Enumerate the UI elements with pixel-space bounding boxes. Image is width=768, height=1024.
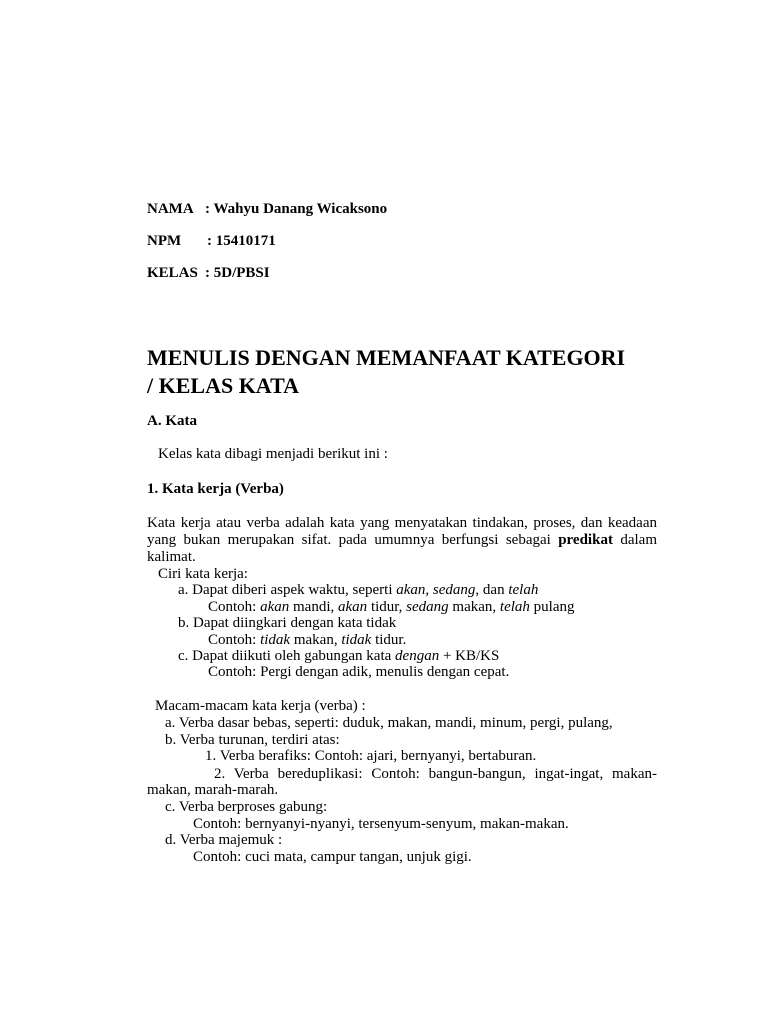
- ciri-c-text: c. Dapat diikuti oleh gabungan kata: [178, 648, 396, 664]
- ciri-c-end: + KB/KS: [439, 648, 500, 664]
- macam-item-b: b. Verba turunan, terdiri atas:: [165, 732, 340, 748]
- ciri-c-contoh: Contoh: Pergi dengan adik, menulis dengan cepat.: [208, 664, 510, 680]
- document-title-line1: MENULIS DENGAN MEMANFAAT KATEGORI: [147, 345, 626, 370]
- npm-value: : 15410171: [207, 233, 276, 249]
- contoh-text: pulang: [529, 599, 575, 615]
- contoh-italic: tidak: [341, 632, 372, 648]
- ciri-a-contoh: [208, 599, 574, 616]
- ciri-a-italic-1: akan, sedang: [396, 582, 476, 598]
- contoh-text: tidur.: [371, 632, 407, 648]
- macam-item-c-contoh: Contoh: bernyanyi-nyanyi, tersenyum-senyum, makan-makan.: [193, 816, 569, 832]
- contoh-text: tidur,: [367, 599, 407, 615]
- contoh-text: mandi,: [289, 599, 339, 615]
- ciri-c: [178, 648, 499, 665]
- contoh-label: Contoh:: [208, 599, 261, 615]
- contoh-italic: sedang: [406, 599, 449, 615]
- ciri-b: b. Dapat diingkari dengan kata tidak: [178, 615, 397, 631]
- contoh-text: makan,: [448, 599, 500, 615]
- ciri-a-text: a. Dapat diberi aspek waktu, seperti: [178, 582, 397, 598]
- macam-item-b2-line2: makan, marah-marah.: [147, 782, 279, 798]
- contoh-text: makan,: [290, 632, 342, 648]
- predikat-term: predikat: [558, 532, 613, 548]
- kata-kerja-heading: 1. Kata kerja (Verba): [147, 481, 284, 497]
- nama-label: NAMA: [147, 201, 194, 217]
- paragraph-line-2-text: yang bukan merupakan sifat. pada umumnya berfungsi sebagai: [147, 532, 559, 548]
- contoh-italic: telah: [499, 599, 530, 615]
- paragraph-line-3: kalimat.: [147, 549, 196, 565]
- ciri-a-italic-2: telah: [508, 582, 539, 598]
- macam-item-a: a. Verba dasar bebas, seperti: duduk, makan, mandi, minum, pergi, pulang,: [165, 715, 613, 731]
- nama-value: : Wahyu Danang Wicaksono: [205, 201, 388, 217]
- ciri-heading: Ciri kata kerja:: [158, 566, 248, 582]
- macam-item-c: c. Verba berproses gabung:: [165, 799, 328, 815]
- section-a-heading: A. Kata: [147, 413, 197, 429]
- paragraph-line-1: Kata kerja atau verba adalah kata yang menyatakan tindakan, proses, dan keadaan: [147, 515, 657, 531]
- contoh-italic: akan: [260, 599, 290, 615]
- ciri-a: [178, 582, 538, 599]
- npm-label: NPM: [147, 233, 182, 249]
- ciri-a-mid: , dan: [475, 582, 509, 598]
- contoh-italic: akan: [338, 599, 368, 615]
- ciri-c-italic: dengan: [395, 648, 440, 664]
- kelas-value: : 5D/PBSI: [205, 265, 270, 281]
- macam-item-d-contoh: Contoh: cuci mata, campur tangan, unjuk gigi.: [193, 849, 472, 865]
- macam-item-b1: 1. Verba berafiks: Contoh: ajari, bernyanyi, bertaburan.: [205, 748, 537, 764]
- section-a-intro: Kelas kata dibagi menjadi berikut ini :: [158, 446, 388, 462]
- contoh-italic: tidak: [260, 632, 291, 648]
- macam-item-b2-line1: 2. Verba bereduplikasi: Contoh: bangun-bangun, ingat-ingat, makan-: [214, 766, 657, 782]
- kelas-label: KELAS: [147, 265, 198, 281]
- macam-item-d: d. Verba majemuk :: [165, 832, 283, 848]
- document-title-line2: / KELAS KATA: [147, 373, 299, 398]
- contoh-label: Contoh:: [208, 632, 261, 648]
- paragraph-line-2: [147, 532, 657, 549]
- macam-heading: Macam-macam kata kerja (verba) :: [155, 698, 366, 714]
- paragraph-line-2-end: dalam: [612, 532, 657, 548]
- ciri-b-contoh: [208, 632, 406, 649]
